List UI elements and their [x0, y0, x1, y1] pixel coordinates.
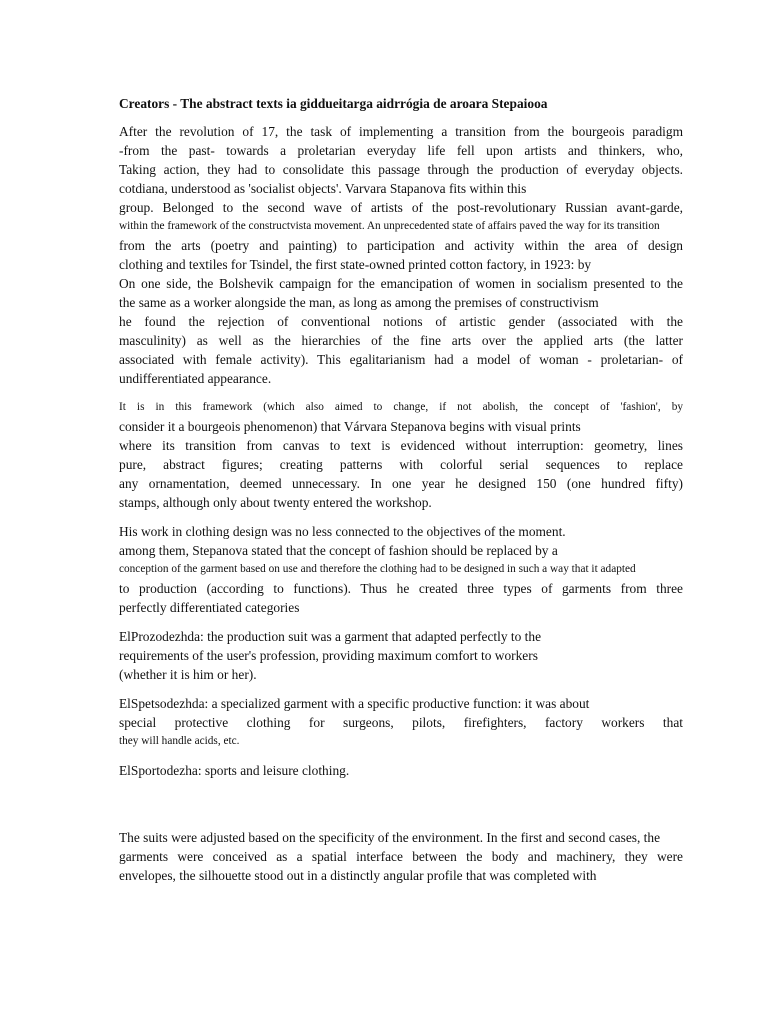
document-title: Creators - The abstract texts ia giddueitarga aidrrógia de aroara Stepaiooa: [119, 96, 548, 111]
paragraph-spacer: [119, 684, 683, 694]
text-line: (whether it is him or her).: [119, 667, 257, 682]
text-line: His work in clothing design was no less connected to the objectives of the moment.: [119, 524, 566, 539]
text-line: within the framework of the constructvista movement. An unprecedented state of affairs paved the way for its transition: [119, 220, 660, 232]
paragraph-spacer: [119, 388, 683, 398]
text-line: among them, Stepanova stated that the concept of fashion should be replaced by a: [119, 543, 558, 558]
text-line: conception of the garment based on use and therefore the clothing had to be designed in such a way that it adapted: [119, 563, 636, 575]
text-line: -from the past- towards a proletarian everyday life fell upon artists and thinkers, who,: [119, 143, 683, 158]
paragraph: [119, 761, 683, 780]
text-line: special protective clothing for surgeons, pilots, firefighters, factory workers that: [119, 715, 683, 730]
paragraph: [119, 398, 683, 512]
text-line: ElSpetsodezhda: a specialized garment with a specific productive function: it was about: [119, 696, 590, 711]
paragraph-spacer: [119, 617, 683, 627]
text-line: perfectly differentiated categories: [119, 600, 300, 615]
text-line: associated with female activity). This egalitarianism had a model of woman - proletarian- of: [119, 352, 683, 367]
text-line: masculinity) as well as the hierarchies of the fine arts over the applied arts (the latter: [119, 333, 683, 348]
text-line: ElSportodezha: sports and leisure clothing.: [119, 763, 350, 778]
text-line: pure, abstract figures; creating patterns with colorful serial sequences to replace: [119, 457, 683, 472]
text-line: After the revolution of 17, the task of implementing a transition from the bourgeois paradigm: [119, 124, 683, 139]
text-line: It is in this framework (which also aimed to change, if not abolish, the concept of 'fashion', by: [119, 401, 683, 413]
text-line: ElProzodezhda: the production suit was a garment that adapted perfectly to the: [119, 629, 542, 644]
text-line: clothing and textiles for Tsindel, the first state-owned printed cotton factory, in 1923: by: [119, 257, 592, 272]
text-line: envelopes, the silhouette stood out in a distinctly angular profile that was completed with: [119, 868, 597, 883]
text-line: they will handle acids, etc.: [119, 735, 240, 747]
text-line: requirements of the user's profession, providing maximum comfort to workers: [119, 648, 538, 663]
paragraph-spacer: [119, 751, 683, 761]
text-line: group. Belonged to the second wave of artists of the post-revolutionary Russian avant-garde,: [119, 200, 683, 215]
text-line: where its transition from canvas to text is evidenced without interruption: geometry, lines: [119, 438, 683, 453]
document-body: [119, 122, 683, 885]
paragraph: [119, 828, 683, 885]
text-line: he found the rejection of conventional notions of artistic gender (associated with the: [119, 314, 683, 329]
text-line: On one side, the Bolshevik campaign for the emancipation of women in socialism presented to the: [119, 276, 683, 291]
text-line: stamps, although only about twenty entered the workshop.: [119, 495, 432, 510]
paragraph-spacer: [119, 780, 683, 828]
text-line: any ornamentation, deemed unnecessary. In one year he designed 150 (one hundred fifty): [119, 476, 683, 491]
text-line: the same as a worker alongside the man, as long as among the premises of constructivism: [119, 295, 599, 310]
text-line: Taking action, they had to consolidate this passage through the production of everyday objects.: [119, 162, 683, 177]
text-line: consider it a bourgeois phenomenon) that Várvara Stepanova begins with visual prints: [119, 419, 581, 434]
document-page: [119, 96, 683, 885]
paragraph: [119, 694, 683, 751]
paragraph: [119, 627, 683, 684]
paragraph-spacer: [119, 512, 683, 522]
text-line: from the arts (poetry and painting) to participation and activity within the area of design: [119, 238, 683, 253]
text-line: undifferentiated appearance.: [119, 371, 272, 386]
text-line: to production (according to functions). Thus he created three types of garments from three: [119, 581, 683, 596]
text-line: cotdiana, understood as 'socialist objects'. Varvara Stapanova fits within this: [119, 181, 527, 196]
text-line: The suits were adjusted based on the specificity of the environment. In the first and second cases, the: [119, 830, 661, 845]
paragraph: [119, 122, 683, 388]
text-line: garments were conceived as a spatial interface between the body and machinery, they were: [119, 849, 683, 864]
paragraph: [119, 522, 683, 617]
